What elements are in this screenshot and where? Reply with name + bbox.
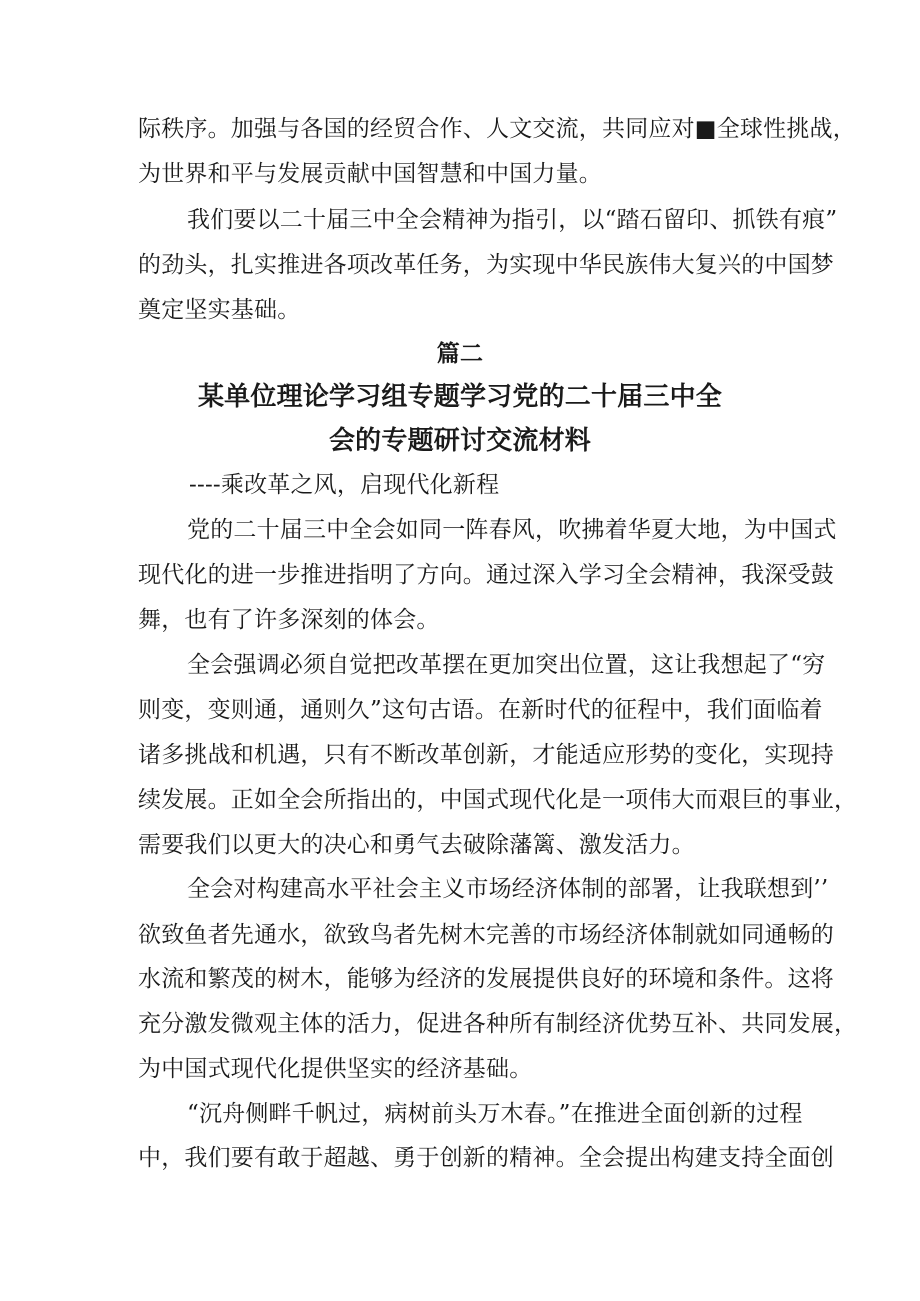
- paragraph-line: 需要我们以更大的决心和勇气去破除藩篱、激发活力。: [138, 832, 695, 858]
- paragraph-line: 为世界和平与发展贡献中国智慧和中国力量。: [138, 161, 602, 187]
- document-title-line-2: 会的专题研讨交流材料: [328, 426, 591, 456]
- paragraph-line: “沉舟侧畔千帆过，病树前头万木春。”在推进全面创新的过程: [187, 1101, 803, 1127]
- paragraph-line: 欲致鱼者先通水，欲致鸟者先树木完善的市场经济体制就如同通畅的: [138, 922, 834, 948]
- document-subtitle: ----乘改革之风，启现代化新程: [189, 472, 500, 498]
- paragraph-line: 充分激发微观主体的活力，促进各种所有制经济优势互补、共同发展，: [138, 1011, 858, 1037]
- paragraph-line: 际秩序。加强与各国的经贸合作、人文交流，共同应对■全球性挑战，: [138, 116, 856, 142]
- paragraph-line: 则变，变则通，通则久”这句古语。在新时代的征程中，我们面临着: [138, 697, 823, 723]
- section-heading: 篇二: [436, 341, 484, 367]
- paragraph-line: 全会对构建高水平社会主义市场经济体制的部署，让我联想到’’: [187, 876, 829, 902]
- paragraph-line: 党的二十届三中全会如同一阵春风，吹拂着华夏大地，为中国式: [187, 517, 837, 543]
- paragraph-line: 奠定坚实基础。: [138, 297, 301, 323]
- paragraph-line: 现代化的进一步推进指明了方向。通过深入学习全会精神，我深受鼓: [138, 562, 834, 588]
- paragraph-line: 续发展。正如全会所指出的，中国式现代化是一项伟大而艰巨的事业，: [138, 787, 858, 813]
- paragraph-line: 为中国式现代化提供坚实的经济基础。: [138, 1056, 533, 1082]
- paragraph-line: 中，我们要有敢于超越、勇于创新的精神。全会提出构建支持全面创: [138, 1145, 834, 1171]
- paragraph-line: 我们要以二十届三中全会精神为指引，以“踏石留印、抓铁有痕”: [187, 207, 838, 233]
- paragraph-line: 诸多挑战和机遇，只有不断改革创新，才能适应形势的变化，实现持: [138, 742, 834, 768]
- paragraph-line: 全会强调必须自觉把改革摆在更加突出位置，这让我想起了“穷: [187, 652, 826, 678]
- paragraph-line: 舞，也有了许多深刻的体会。: [138, 607, 440, 633]
- document-title-line-1: 某单位理论学习组专题学习党的二十届三中全: [197, 382, 722, 412]
- paragraph-line: 水流和繁茂的树木，能够为经济的发展提供良好的环境和条件。这将: [138, 966, 834, 992]
- paragraph-line: 的劲头，扎实推进各项改革任务，为实现中华民族伟大复兴的中国梦: [138, 252, 834, 278]
